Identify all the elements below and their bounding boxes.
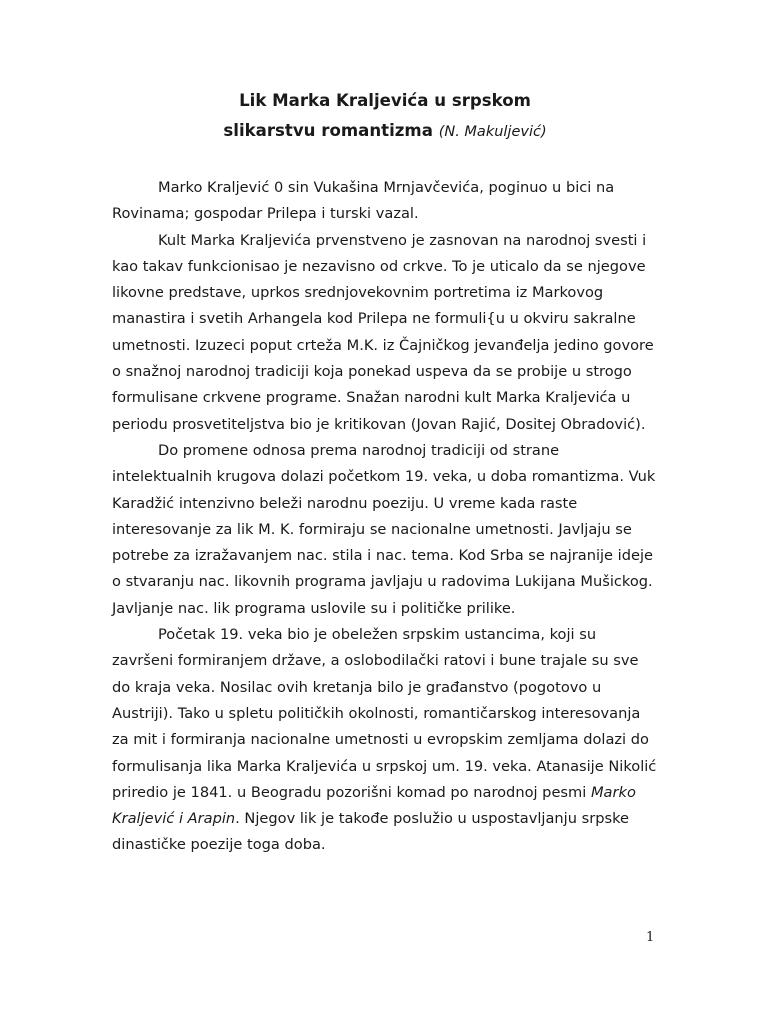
- play-title: Marko Kraljević i Arapin: [112, 783, 636, 828]
- author-name: (N. Makuljević): [438, 124, 547, 140]
- paragraph-4: [112, 622, 658, 859]
- page-number: 1: [646, 930, 655, 945]
- paragraph-4-text-before: Početak 19. veka bio je obeležen srpskim ustancima, koji su završeni formiranjem države, a oslobodilački ratovi i bune trajale su sve do kraja veka. Nosilac ovih kretanja bilo je građanstvo (pogotovo u Austriji). Tako u spletu političkih okolnosti, romantičarskog interesovanja za mit i formiranja nacionalne umetnosti u evropskim zemljama dolazi do formulisanja lika Marka Kraljevića u srpskoj um. 19. veka. Atanasije Nikolić priredio je 1841. u Beogradu pozorišni komad po narodnoj pesmi: [112, 626, 657, 801]
- document-title-line-1: Lik Marka Kraljevića u srpskom: [239, 91, 531, 110]
- document-title-line-2: [112, 120, 658, 143]
- document-body: [112, 175, 658, 859]
- paragraph-3: Do promene odnosa prema narodnoj tradiciji od strane intelektualnih krugova dolazi početkom 19. veka, u doba romantizma. Vuk Karadžić intenzivno beleži narodnu poeziju. U vreme kada raste interesovanje za lik M. K. formiraju se nacionalne umetnosti. Javljaju se potrebe za izražavanjem nac. stila i nac. tema. Kod Srba se najranije ideje o stvaranju nac. likovnih programa javljaju u radovima Lukijana Mušickog. Javljanje nac. lik programa uslovile su i političke prilike.: [112, 441, 656, 617]
- paragraph-2: Kult Marka Kraljevića prvenstveno je zasnovan na narodnoj svesti i kao takav funkcionisao je nezavisno od crkve. To je uticalo da se njegove likovne predstave, uprkos srednjovekovnim portretima iz Markovog manastira i svetih Arhangela kod Prilepa ne formuli{u u okviru sakralne umetnosti. Izuzeci poput crteža M.K. iz Čajničkog jevanđelja jedino govore o snažnoj narodnoj tradiciji koja ponekad uspeva da se probije u strogo formulisane crkvene programe. Snažan narodni kult Marka Kraljevića u periodu prosvetiteljstva bio je kritikovan (Jovan Rajić, Dositej Obradović).: [112, 231, 654, 433]
- paragraph-1: Marko Kraljević 0 sin Vukašina Mrnjavčevića, poginuo u bici na Rovinama; gospodar Prilepa i turski vazal.: [112, 179, 615, 223]
- paragraph-4-text-after: . Njegov lik je takođe poslužio u uspostavljanju srpske dinastičke poezije toga doba.: [112, 810, 629, 854]
- document-title-line-2-text: slikarstvu romantizma: [223, 121, 433, 140]
